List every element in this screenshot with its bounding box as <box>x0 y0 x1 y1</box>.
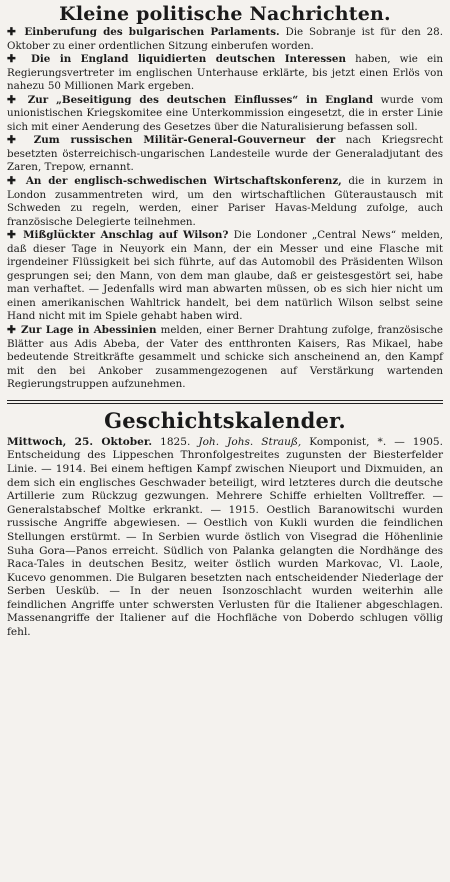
calendar-entry <box>7 436 443 640</box>
plus-icon: ✚ <box>7 26 25 38</box>
news-item <box>7 26 443 53</box>
plus-icon: ✚ <box>7 93 28 106</box>
news-text: nach Kriegsrecht besetzten österreichisch-ungarischen Landesteile wurde der Generaladjutant des Zaren, Trepow, ernannt. <box>7 134 443 174</box>
plus-icon: ✚ <box>7 229 24 242</box>
plus-icon: ✚ <box>7 175 26 188</box>
news-text: haben, wie ein Regierungsvertreter im englischen Unterhause erklärte, bis jetzt einen Erlös von nahezu 50 Millionen Mark ergeben. <box>7 53 443 93</box>
news-headline: Die in England liquidierten deutschen Interessen <box>30 53 346 66</box>
news-headline: Zum russischen Militär-General-Gouverneur der <box>33 134 336 147</box>
section-divider <box>7 400 443 404</box>
plus-icon: ✚ <box>7 324 21 337</box>
news-text: die in kurzem in London zusammentreten wird, um den wirtschaftlichen Güteraustausch mit Schweden zu regeln, werden, einer Pariser Havas-Meldung zufolge, auch französische Delegierte teilnehmen. <box>7 175 443 228</box>
news-item <box>7 94 443 135</box>
news-text: wurde vom unionistischen Kriegskomitee eine Unterkommission eingesetzt, die in erster Linie sich mit einer Aenderung des Gesetzes über die Naturalisierung befassen soll. <box>7 93 444 133</box>
section-title-history-calendar: Geschichtskalender. <box>104 407 346 433</box>
news-item <box>7 175 443 229</box>
calendar-year: 1825. <box>160 435 191 448</box>
plus-icon: ✚ <box>7 53 31 66</box>
news-headline: Mißglückter Anschlag auf Wilson? <box>23 229 229 242</box>
news-item <box>7 53 443 94</box>
news-item <box>7 134 443 175</box>
news-headline: Zur Lage in Abessinien <box>20 324 157 337</box>
section-title-political-news: Kleine politische Nachrichten. <box>59 3 391 25</box>
news-headline: Einberufung des bulgarischen Parlaments. <box>24 26 280 38</box>
calendar-person: Joh. Johs. Strauß, <box>198 435 302 448</box>
news-item <box>7 324 443 392</box>
news-items <box>7 26 443 392</box>
news-text: Die Sobranje ist für den 28. Oktober zu einer ordentlichen Sitzung einberufen worden. <box>7 26 443 52</box>
news-text: melden, einer Berner Drahtung zufolge, französische Blätter aus Adis Abeba, der Vater des entthronten Kaisers, Ras Mikael, habe bedeutende Streitkräfte gesammelt und schicke sich anscheinend an, den Kampf mit den bei Ankober zusammengezogenen auf Verstärkung wartenden Regierungstruppen aufzunehmen. <box>7 324 443 391</box>
calendar-text: Komponist, *. — 1905. Entscheidung des Lippeschen Thronfolgestreites zugunsten der Biesterfelder Linie. — 1914. Bei einem heftigen Kampf zwischen Nieuport und Dixmuiden, an dem sich ein englisches Geschwader beteiligt, wird letzteres durch die deutsche Artillerie zum Rückzug gezwungen. Mehrere Schiffe erhielten Volltreffer. — Generalstabschef Moltke erkrankt. — 1915. Oestlich Baranowitschi wurden russische Angriffe abgewiesen. — Oestlich von Kukli wurden die feindlichen Stellungen erstürmt. — In Serbien wurde östlich von Visegrad die Höhenlinie Suha Gora—Panos erreicht. Südlich von Palanka gelangten die Nordhänge des Raca-Tales in deutschen Besitz, weiter östlich wurden Markovac, Vl. Laole, Kucevo genommen. Die Bulgaren besetzten nach entscheidender Niederlage der Serben Uesküb. — In der neuen Isonzoschlacht wurden weiterhin alle feindlichen Angriffe unter schwersten Verlusten für die Italiener abgeschlagen. Massenangriffe der Italiener auf die Hochfläche von Doberdo schlugen völlig fehl. <box>7 435 443 639</box>
news-text: Die Londoner „Central News“ melden, daß dieser Tage in Neuyork ein Mann, der ein Messer und eine Flasche mit irgendeiner Flüssigkeit bei sich führte, auf das Automobil des Präsidenten Wilson gesprungen sei; den Mann, von dem man glaube, daß er geistesgestört sei, habe man verhaftet. — Jedenfalls wird man abwarten müssen, ob es sich hier nicht um einen amerikanischen Wahltrick handelt, bei dem natürlich Wilson selbst seine Hand nicht mit im Spiele gehabt haben wird. <box>7 229 443 323</box>
news-item <box>7 229 443 324</box>
news-headline: Zur „Beseitigung des deutschen Einflusses“ in England <box>27 93 374 106</box>
calendar-date: Mittwoch, 25. Oktober. <box>7 435 153 448</box>
news-headline: An der englisch-schwedischen Wirtschaftskonferenz, <box>25 175 342 188</box>
plus-icon: ✚ <box>7 134 34 147</box>
